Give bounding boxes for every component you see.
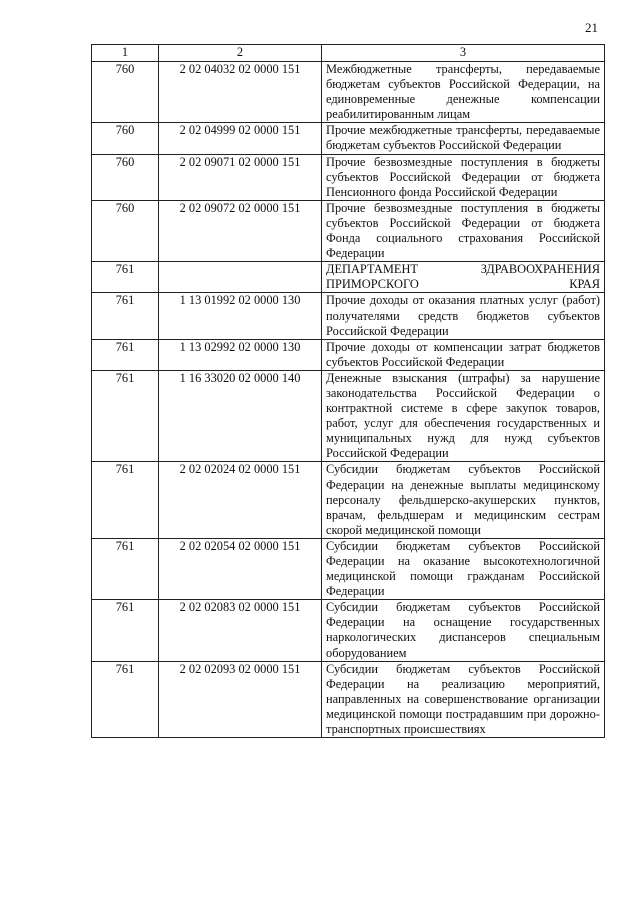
revenue-code-cell: 2 02 09072 02 0000 151 bbox=[159, 200, 322, 261]
table-row bbox=[92, 600, 605, 661]
table-row bbox=[92, 293, 605, 339]
revenue-code-cell: 2 02 09071 02 0000 151 bbox=[159, 154, 322, 200]
description-cell: Субсидии бюджетам субъектов Российской Федерации на реализацию мероприятий, направленных на совершенствование организации медицинской помощи пострадавшим при дорожно-транспортных происшествиях bbox=[322, 661, 605, 737]
revenue-code-cell: 2 02 02083 02 0000 151 bbox=[159, 600, 322, 661]
admin-code-cell: 761 bbox=[92, 462, 159, 538]
admin-code-cell: 760 bbox=[92, 123, 159, 154]
description-cell: Прочие доходы от компенсации затрат бюджетов субъектов Российской Федерации bbox=[322, 339, 605, 370]
table-header-row bbox=[92, 45, 605, 62]
column-header-1: 1 bbox=[92, 45, 159, 62]
admin-code-cell: 761 bbox=[92, 293, 159, 339]
description-cell: Прочие доходы от оказания платных услуг (работ) получателями средств бюджетов субъектов Российской Федерации bbox=[322, 293, 605, 339]
revenue-code-cell bbox=[159, 262, 322, 293]
description-cell: Прочие межбюджетные трансферты, передаваемые бюджетам субъектов Российской Федерации bbox=[322, 123, 605, 154]
table-row bbox=[92, 661, 605, 737]
column-header-2: 2 bbox=[159, 45, 322, 62]
table-row-department bbox=[92, 262, 605, 293]
revenue-code-cell: 1 13 02992 02 0000 130 bbox=[159, 339, 322, 370]
page-number: 21 bbox=[585, 20, 598, 35]
table-row bbox=[92, 154, 605, 200]
admin-code-cell: 760 bbox=[92, 154, 159, 200]
admin-code-cell: 761 bbox=[92, 262, 159, 293]
admin-code-cell: 761 bbox=[92, 370, 159, 462]
admin-code-cell: 761 bbox=[92, 661, 159, 737]
table-row bbox=[92, 62, 605, 123]
department-name-cell: ДЕПАРТАМЕНТ ЗДРАВООХРАНЕНИЯ ПРИМОРСКОГО КРАЯ bbox=[322, 262, 605, 293]
revenue-code-cell: 2 02 02054 02 0000 151 bbox=[159, 538, 322, 599]
revenue-codes-table bbox=[91, 44, 605, 738]
description-cell: Межбюджетные трансферты, передаваемые бюджетам субъектов Российской Федерации, на единовременные денежные компенсации реабилитированным лицам bbox=[322, 62, 605, 123]
description-cell: Прочие безвозмездные поступления в бюджеты субъектов Российской Федерации от бюджета Пенсионного фонда Российской Федерации bbox=[322, 154, 605, 200]
revenue-code-cell: 2 02 04999 02 0000 151 bbox=[159, 123, 322, 154]
admin-code-cell: 761 bbox=[92, 600, 159, 661]
table-row bbox=[92, 370, 605, 462]
description-cell: Прочие безвозмездные поступления в бюджеты субъектов Российской Федерации от бюджета Фонда социального страхования Российской Федерации bbox=[322, 200, 605, 261]
admin-code-cell: 760 bbox=[92, 62, 159, 123]
column-header-3: 3 bbox=[322, 45, 605, 62]
revenue-code-cell: 2 02 02024 02 0000 151 bbox=[159, 462, 322, 538]
table-row bbox=[92, 123, 605, 154]
admin-code-cell: 760 bbox=[92, 200, 159, 261]
revenue-code-cell: 2 02 02093 02 0000 151 bbox=[159, 661, 322, 737]
admin-code-cell: 761 bbox=[92, 538, 159, 599]
table-row bbox=[92, 462, 605, 538]
description-cell: Субсидии бюджетам субъектов Российской Федерации на оснащение государственных наркологических диспансеров специальным оборудованием bbox=[322, 600, 605, 661]
table-row bbox=[92, 538, 605, 599]
admin-code-cell: 761 bbox=[92, 339, 159, 370]
description-cell: Субсидии бюджетам субъектов Российской Федерации на денежные выплаты медицинскому персоналу фельдшерско-акушерских пунктов, врачам, фельдшерам и медицинским сестрам скорой медицинской помощи bbox=[322, 462, 605, 538]
table-row bbox=[92, 200, 605, 261]
revenue-code-cell: 1 16 33020 02 0000 140 bbox=[159, 370, 322, 462]
description-cell: Субсидии бюджетам субъектов Российской Федерации на оказание высокотехнологичной медицинской помощи гражданам Российской Федерации bbox=[322, 538, 605, 599]
revenue-code-cell: 1 13 01992 02 0000 130 bbox=[159, 293, 322, 339]
revenue-code-cell: 2 02 04032 02 0000 151 bbox=[159, 62, 322, 123]
table-row bbox=[92, 339, 605, 370]
description-cell: Денежные взыскания (штрафы) за нарушение законодательства Российской Федерации о контрактной системе в сфере закупок товаров, работ, услуг для обеспечения государственных и муниципальных нужд для нужд субъектов Российской Федерации bbox=[322, 370, 605, 462]
